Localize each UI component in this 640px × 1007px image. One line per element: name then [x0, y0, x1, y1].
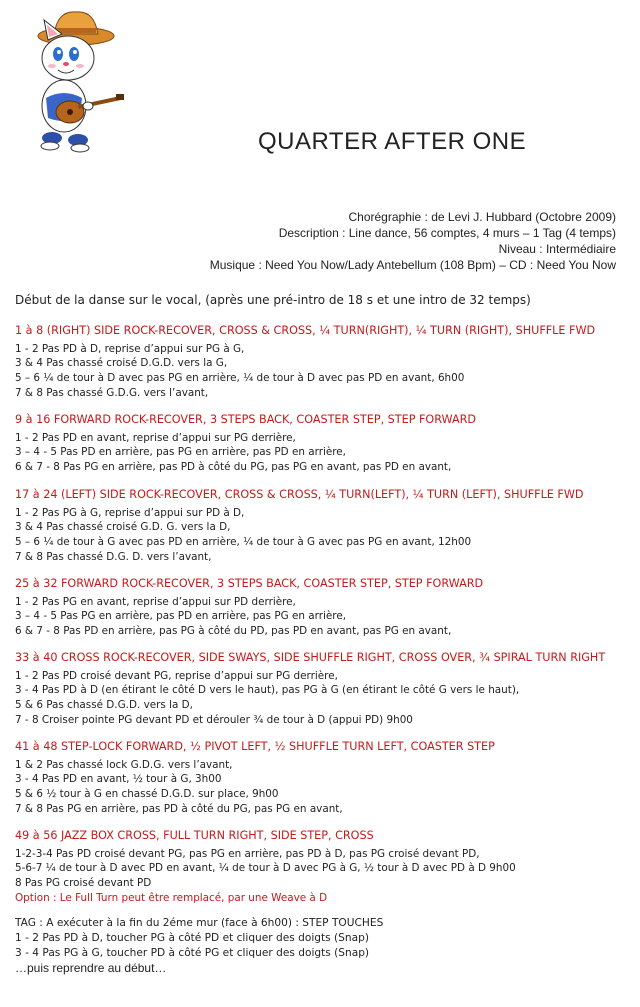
outro-text: …puis reprendre au début… — [15, 961, 167, 975]
step-line: 5 – 6 ¼ de tour à G avec pas PD en arrière, ¼ de tour à G avec pas PG en avant, 12h00 — [15, 536, 472, 549]
step-line: 1 - 2 Pas PG en avant, reprise d’appui sur PD derrière, — [15, 595, 296, 608]
step-line: 7 & 8 Pas PG en arrière, pas PD à côté du PG, pas PG en avant, — [15, 802, 343, 815]
step-line: 1-2-3-4 Pas PD croisé devant PG, pas PG en arrière, pas PD à D, pas PG croisé devant PD, — [15, 847, 480, 860]
section-heading: 17 à 24 (LEFT) SIDE ROCK-RECOVER, CROSS & CROSS, ¼ TURN(LEFT), ¼ TURN (LEFT), SHUFFLE FWD — [15, 488, 584, 501]
tag-step-line: 3 - 4 Pas PG à G, toucher PD à côté PG et cliquer des doigts (Snap) — [15, 947, 370, 959]
cowboy-cat-guitar-image — [18, 6, 128, 156]
dance-info — [210, 209, 616, 273]
dance-title: QUARTER AFTER ONE — [258, 128, 527, 155]
section-heading: 25 à 32 FORWARD ROCK-RECOVER, 3 STEPS BACK, COASTER STEP, STEP FORWARD — [15, 577, 484, 590]
step-line: 1 - 2 Pas PD à D, reprise d’appui sur PG à G, — [15, 342, 245, 355]
section-9-16 — [15, 413, 476, 475]
section-heading: 41 à 48 STEP-LOCK FORWARD, ½ PIVOT LEFT, ½ SHUFFLE TURN LEFT, COASTER STEP — [15, 740, 495, 753]
tag-heading: TAG : A exécuter à la fin du 2éme mur (face à 6h00) : STEP TOUCHES — [15, 917, 384, 929]
section-41-48 — [15, 740, 495, 817]
section-17-24 — [15, 488, 584, 565]
step-line: 3 – 4 - 5 Pas PG en arrière, pas PD en arrière, pas PG en arrière, — [15, 610, 347, 623]
step-line: 1 & 2 Pas chassé lock G.D.G. vers l’avant, — [15, 758, 233, 771]
step-line: 3 & 4 Pas chassé croisé D.G.D. vers la G, — [15, 357, 228, 370]
option-note: Option : Le Full Turn peut être remplacé, par une Weave à D — [15, 891, 328, 904]
music-line: Musique : Need You Now/Lady Antebellum (108 Bpm) – CD : Need You Now — [209, 258, 616, 272]
section-25-32 — [15, 577, 483, 639]
section-1-8 — [15, 324, 595, 401]
step-line: 7 - 8 Croiser pointe PG devant PD et dérouler ¾ de tour à D (appui PD) 9h00 — [15, 713, 413, 726]
level-line: Niveau : Intermédiaire — [498, 242, 616, 256]
step-line: 5-6-7 ¼ de tour à D avec PD en avant, ¼ de tour à D avec PG à G, ½ tour à D avec PD à D 9h00 — [15, 862, 516, 875]
step-line: 3 - 4 Pas PD à D (en étirant le côté D vers le haut), pas PG à G (en étirant le côté G vers le haut), — [15, 684, 520, 697]
tag-section — [15, 916, 383, 976]
step-line: 3 - 4 Pas PD en avant, ½ tour à G, 3h00 — [15, 773, 222, 786]
section-heading: 49 à 56 JAZZ BOX CROSS, FULL TURN RIGHT, SIDE STEP, CROSS — [15, 829, 374, 842]
step-line: 1 - 2 Pas PG à G, reprise d’appui sur PD à D, — [15, 506, 245, 519]
section-heading: 9 à 16 FORWARD ROCK-RECOVER, 3 STEPS BACK, COASTER STEP, STEP FORWARD — [15, 413, 477, 426]
step-line: 1 - 2 Pas PD croisé devant PG, reprise d’appui sur PG derrière, — [15, 669, 338, 682]
step-line: 8 Pas PG croisé devant PD — [15, 877, 152, 890]
tag-step-line: 1 - 2 Pas PD à D, toucher PG à côté PD et cliquer des doigts (Snap) — [15, 932, 369, 944]
step-line: 3 – 4 - 5 Pas PD en arrière, pas PG en arrière, pas PD en arrière, — [15, 446, 346, 459]
section-heading: 33 à 40 CROSS ROCK-RECOVER, SIDE SWAYS, SIDE SHUFFLE RIGHT, CROSS OVER, ¾ SPIRAL TURN RIGHT — [15, 651, 606, 664]
step-line: 3 & 4 Pas chassé croisé G.D. G. vers la D, — [15, 521, 231, 534]
step-line: 7 & 8 Pas chassé G.D.G. vers l’avant, — [15, 386, 209, 399]
intro-text: Début de la danse sur le vocal, (après une pré-intro de 18 s et une intro de 32 temps) — [15, 293, 531, 307]
description-line: Description : Line dance, 56 comptes, 4 murs – 1 Tag (4 temps) — [278, 226, 616, 240]
step-line: 7 & 8 Pas chassé D.G. D. vers l’avant, — [15, 550, 212, 563]
choreographer-line: Chorégraphie : de Levi J. Hubbard (Octobre 2009) — [348, 210, 616, 224]
section-49-56 — [15, 829, 516, 906]
section-33-40 — [15, 651, 605, 728]
step-line: 5 & 6 ½ tour à G en chassé D.G.D. sur place, 9h00 — [15, 788, 279, 801]
step-line: 6 & 7 - 8 Pas PD en arrière, pas PG à côté du PD, pas PD en avant, pas PG en avant, — [15, 625, 452, 638]
step-line: 6 & 7 - 8 Pas PG en arrière, pas PD à côté du PG, pas PG en avant, pas PD en avant, — [15, 461, 452, 474]
step-line: 1 - 2 Pas PD en avant, reprise d’appui sur PG derrière, — [15, 431, 296, 444]
section-heading: 1 à 8 (RIGHT) SIDE ROCK-RECOVER, CROSS & CROSS, ¼ TURN(RIGHT), ¼ TURN (RIGHT), SHUFFLE FWD — [15, 324, 596, 337]
step-line: 5 & 6 Pas chassé D.G.D. vers la D, — [15, 699, 193, 712]
step-line: 5 – 6 ¼ de tour à D avec pas PG en arrière, ¼ de tour à D avec pas PD en avant, 6h00 — [15, 372, 465, 385]
